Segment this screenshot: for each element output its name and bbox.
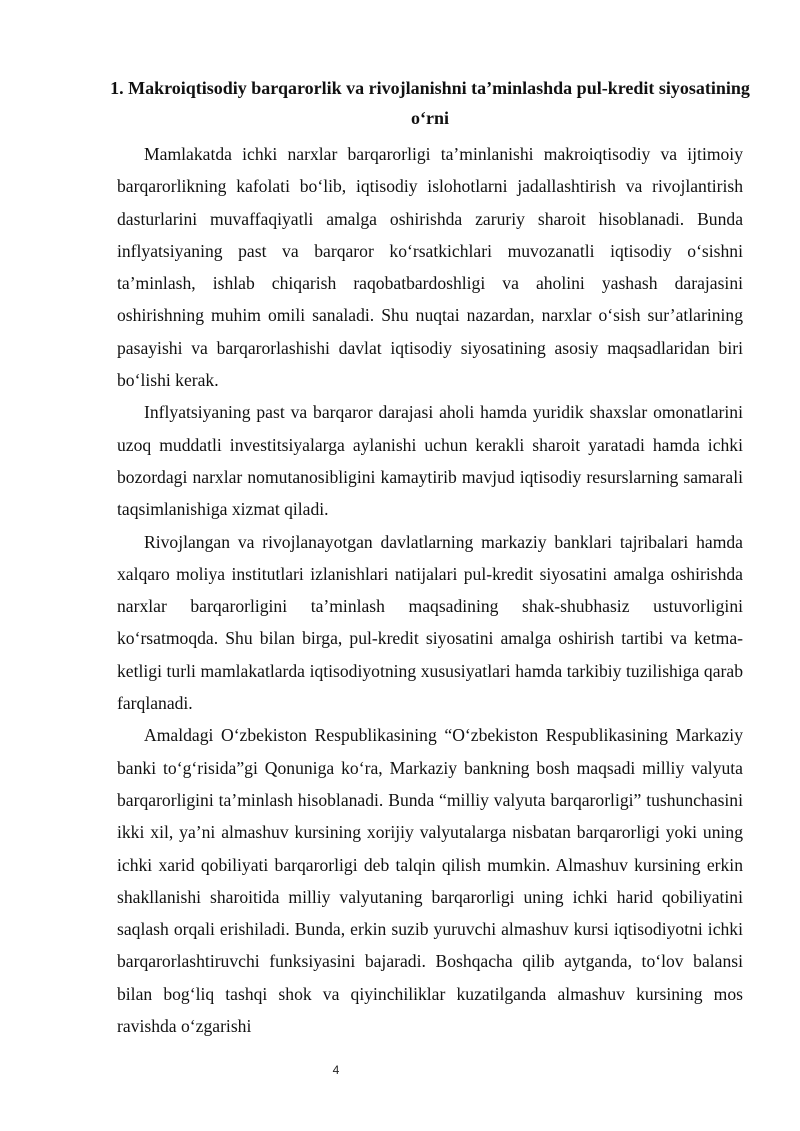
- body-text: [117, 138, 743, 1042]
- paragraph: Inflyatsiyaning past va barqaror darajasi aholi hamda yuridik shaxslar omonatlarini uzoq muddatli investitsiyalarga aylanishi uchun kerakli sharoit yaratadi hamda ichki bozordagi narxlar nomutanosibligini kamaytirib mavjud iqtisodiy resurslarning samarali taqsimlanishiga xizmat qiladi.: [117, 402, 743, 520]
- paragraph: Amaldagi O‘zbekiston Respublikasining “O‘zbekiston Respublikasining Markaziy banki to‘g‘risida”gi Qonuniga ko‘ra, Markaziy bankning bosh maqsadi milliy valyuta barqarorligini ta’minlash hisoblanadi. Bunda “milliy valyuta barqarorligi” tushunchasini ikki xil, ya’ni almashuv kursining xorijiy valyutalarga nisbatan barqarorligi yoki uning ichki xarid qobiliyati barqarorligi deb talqin qilish mumkin. Almashuv kursining erkin shakllanishi sharoitida milliy valyutaning barqarorligi uning ichki harid qobiliyatini saqlash orqali erishiladi. Bunda, erkin suzib yuruvchi almashuv kursi iqtisodiyotni ichki barqarorlashtiruvchi funksiyasini bajaradi. Boshqacha qilib aytganda, to‘lov balansi bilan bog‘liq tashqi shok va qiyinchiliklar kuzatilganda almashuv kursining mos ravishda o‘zgarishi: [117, 725, 743, 1037]
- paragraph: Rivojlangan va rivojlanayotgan davlatlarning markaziy banklari tajribalari hamda xalqaro moliya institutlari izlanishlari natijalari pul-kredit siyosatini amalga oshirishda narxlar barqarorligini ta’minlash maqsadining shak-shubhasiz ustuvorligini ko‘rsatmoqda. Shu bilan birga, pul-kredit siyosatini amalga oshirish tartibi va ketma-ketligi turli mamlakatlarda iqtisodiyotning xususiyatlari hamda tarkibiy tuzilishiga qarab farqlanadi.: [117, 531, 743, 714]
- paragraph: Mamlakatda ichki narxlar barqarorligi ta’minlanishi makroiqtisodiy va ijtimoiy barqarorlikning kafolati bo‘lib, iqtisodiy islohotlarni jadallashtirish va rivojlantirish dasturlarini muvaffaqiyatli amalga oshirishda zaruriy sharoit hisoblanadi. Bunda inflyatsiyaning past va barqaror ko‘rsatkichlari muvozanatli iqtisodiy o‘sishni ta’minlash, ishlab chiqarish raqobatbardoshligi va aholini yashash darajasini oshirishning muhim omili sanaladi. Shu nuqtai nazardan, narxlar o‘sish sur’atlarining pasayishi va barqarorlashishi davlat iqtisodiy siyosatining asosiy maqsadlaridan biri bo‘lishi kerak.: [117, 144, 743, 391]
- section-heading: 1. Makroiqtisodiy barqarorlik va rivojlanishni ta’minlashda pul-kredit siyosatining o‘rni: [110, 78, 750, 128]
- page-number: 4: [332, 1063, 340, 1077]
